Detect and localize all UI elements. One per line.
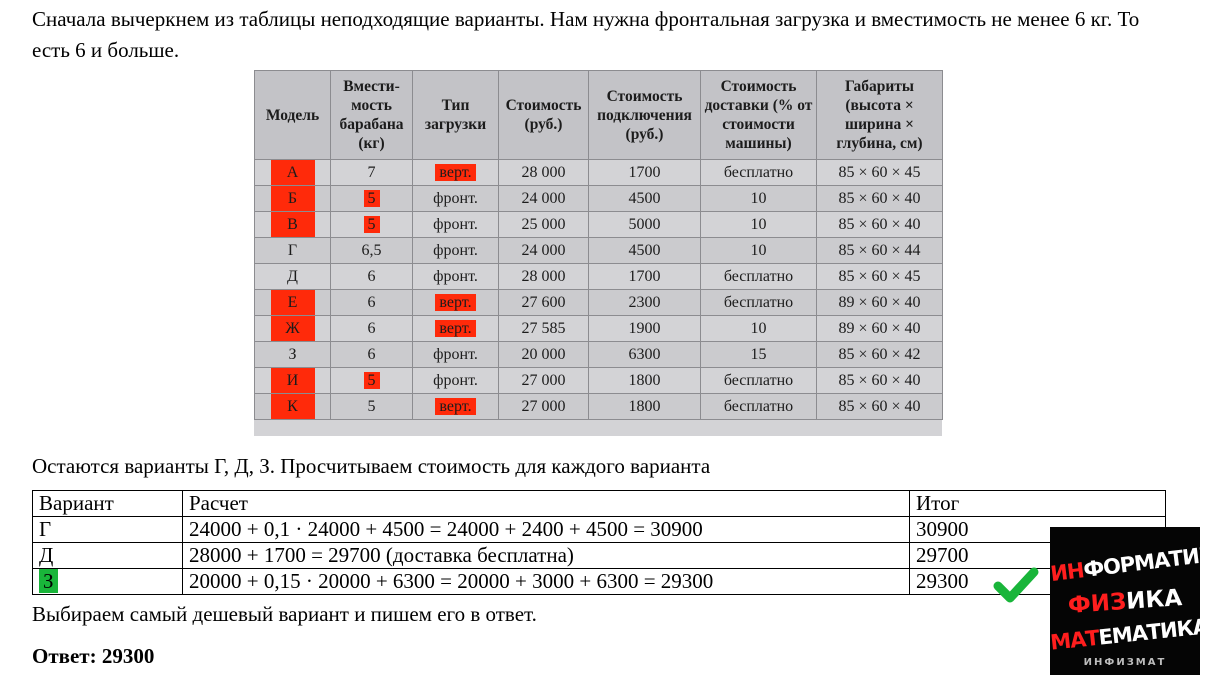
cell-delivery: бесплатно xyxy=(701,160,817,186)
col-header-connection: Стоимость подключения (руб.) xyxy=(589,71,701,160)
table-row xyxy=(255,186,943,212)
calc-header-variant: Вариант xyxy=(33,491,183,517)
table-row xyxy=(255,212,943,238)
cell-capacity: 6 xyxy=(331,342,413,368)
cell-dimensions: 85 × 60 × 40 xyxy=(817,212,943,238)
cell-connection: 1700 xyxy=(589,160,701,186)
cell-delivery: 10 xyxy=(701,212,817,238)
struck-capacity: 5 xyxy=(364,190,380,207)
cell-delivery: бесплатно xyxy=(701,290,817,316)
cell-connection: 1900 xyxy=(589,316,701,342)
answer-text: Ответ: 29300 xyxy=(32,644,155,668)
cell-connection: 1800 xyxy=(589,368,701,394)
cell-dimensions: 89 × 60 × 40 xyxy=(817,290,943,316)
green-check-icon xyxy=(994,568,1038,602)
cell-connection: 4500 xyxy=(589,186,701,212)
struck-model: Ж xyxy=(271,316,315,341)
calc-formula: 24000 + 0,1 · 24000 + 4500 = 24000 + 2400 + 4500 = 30900 xyxy=(183,517,910,543)
table-row xyxy=(255,160,943,186)
col-header-dimensions: Габариты (высота × ширина × глубина, см) xyxy=(817,71,943,160)
table-row xyxy=(255,290,943,316)
cell-model: Д xyxy=(255,264,331,290)
struck-model: К xyxy=(271,394,315,419)
cell-dimensions: 85 × 60 × 45 xyxy=(817,160,943,186)
table-row xyxy=(33,517,1166,543)
struck-model: Е xyxy=(271,290,315,315)
logo-line-informatika: ИНФОРМАТИКА xyxy=(1049,540,1231,587)
cell-price: 20 000 xyxy=(499,342,589,368)
col-header-model: Модель xyxy=(255,71,331,160)
cell-capacity: 6 xyxy=(331,264,413,290)
struck-capacity: 5 xyxy=(364,216,380,233)
table-row xyxy=(255,316,943,342)
struck-load-type: верт. xyxy=(435,164,475,181)
struck-load-type: верт. xyxy=(435,398,475,415)
cell-capacity: 5 xyxy=(331,394,413,420)
cell-price: 27 000 xyxy=(499,368,589,394)
calc-variant: Д xyxy=(33,543,183,569)
col-header-delivery: Стоимость доставки (% от стоимости машины) xyxy=(701,71,817,160)
calc-total: 30900 xyxy=(910,517,1166,543)
struck-model: В xyxy=(271,212,315,237)
cell-capacity: 6 xyxy=(331,316,413,342)
remaining-variants-text: Остаются варианты Г, Д, З. Просчитываем стоимость для каждого варианта xyxy=(32,454,711,478)
cell-price: 27 000 xyxy=(499,394,589,420)
cell-dimensions: 85 × 60 × 40 xyxy=(817,368,943,394)
cell-load-type: фронт. xyxy=(413,212,499,238)
cell-price: 25 000 xyxy=(499,212,589,238)
cell-delivery: 10 xyxy=(701,238,817,264)
calc-total: 29700 xyxy=(910,543,1166,569)
table-row xyxy=(255,342,943,368)
cell-connection: 5000 xyxy=(589,212,701,238)
cell-capacity: 7 xyxy=(331,160,413,186)
table-row xyxy=(255,238,943,264)
calc-header-calculation: Расчет xyxy=(183,491,910,517)
conclusion-text: Выбираем самый дешевый вариант и пишем его в ответ. xyxy=(32,602,537,626)
cell-connection: 1800 xyxy=(589,394,701,420)
cell-dimensions: 85 × 60 × 44 xyxy=(817,238,943,264)
cell-capacity: 6,5 xyxy=(331,238,413,264)
intro-paragraph: Сначала вычеркнем из таблицы неподходящие варианты. Нам нужна фронтальная загрузка и вместимость не менее 6 кг. То есть 6 и больше. xyxy=(32,7,1140,62)
cell-dimensions: 85 × 60 × 45 xyxy=(817,264,943,290)
cell-load-type: фронт. xyxy=(413,342,499,368)
cell-load-type: фронт. xyxy=(413,368,499,394)
cell-dimensions: 89 × 60 × 40 xyxy=(817,316,943,342)
cell-dimensions: 85 × 60 × 42 xyxy=(817,342,943,368)
cell-delivery: 15 xyxy=(701,342,817,368)
table-row xyxy=(33,543,1166,569)
cell-load-type: фронт. xyxy=(413,264,499,290)
col-header-price: Стоимость (руб.) xyxy=(499,71,589,160)
cell-price: 27 585 xyxy=(499,316,589,342)
cell-connection: 4500 xyxy=(589,238,701,264)
cell-load-type: фронт. xyxy=(413,238,499,264)
table-row xyxy=(255,394,943,420)
cell-delivery: бесплатно xyxy=(701,394,817,420)
cell-price: 27 600 xyxy=(499,290,589,316)
calc-formula: 20000 + 0,15 · 20000 + 6300 = 20000 + 3000 + 6300 = 29300 xyxy=(183,569,910,595)
cell-delivery: бесплатно xyxy=(701,264,817,290)
struck-capacity: 5 xyxy=(364,372,380,389)
cell-delivery: 10 xyxy=(701,186,817,212)
cell-price: 24 000 xyxy=(499,238,589,264)
cell-connection: 1700 xyxy=(589,264,701,290)
calc-header-row xyxy=(33,491,1166,517)
cell-load-type: фронт. xyxy=(413,186,499,212)
source-table xyxy=(254,70,943,420)
calc-total: 29300 xyxy=(910,569,1166,595)
cell-price: 28 000 xyxy=(499,264,589,290)
cell-connection: 6300 xyxy=(589,342,701,368)
struck-load-type: верт. xyxy=(435,294,475,311)
table-row xyxy=(255,368,943,394)
logo-line-fizika: ФИЗИКА xyxy=(1067,585,1183,619)
struck-model: Б xyxy=(271,186,315,211)
source-table-photo xyxy=(254,70,942,436)
cell-price: 28 000 xyxy=(499,160,589,186)
infizmat-logo xyxy=(1049,527,1231,675)
cell-connection: 2300 xyxy=(589,290,701,316)
cell-dimensions: 85 × 60 × 40 xyxy=(817,394,943,420)
table-row xyxy=(255,264,943,290)
struck-model: А xyxy=(271,160,315,185)
cell-dimensions: 85 × 60 × 40 xyxy=(817,186,943,212)
selected-variant: З xyxy=(39,569,58,593)
logo-line-matematika: МАТЕМАТИКА xyxy=(1049,614,1210,655)
cell-model: Г xyxy=(255,238,331,264)
calc-header-total: Итог xyxy=(910,491,1166,517)
struck-load-type: верт. xyxy=(435,320,475,337)
cell-delivery: 10 xyxy=(701,316,817,342)
cell-model: З xyxy=(255,342,331,368)
struck-model: И xyxy=(271,368,315,393)
calc-formula: 28000 + 1700 = 29700 (доставка бесплатна) xyxy=(183,543,910,569)
logo-brand: ИНФИЗМАТ xyxy=(1083,657,1167,668)
cell-delivery: бесплатно xyxy=(701,368,817,394)
col-header-load-type: Тип загрузки xyxy=(413,71,499,160)
cell-price: 24 000 xyxy=(499,186,589,212)
cell-capacity: 6 xyxy=(331,290,413,316)
calc-variant: Г xyxy=(33,517,183,543)
col-header-capacity: Вмести-мость барабана (кг) xyxy=(331,71,413,160)
source-table-header-row xyxy=(255,71,943,160)
